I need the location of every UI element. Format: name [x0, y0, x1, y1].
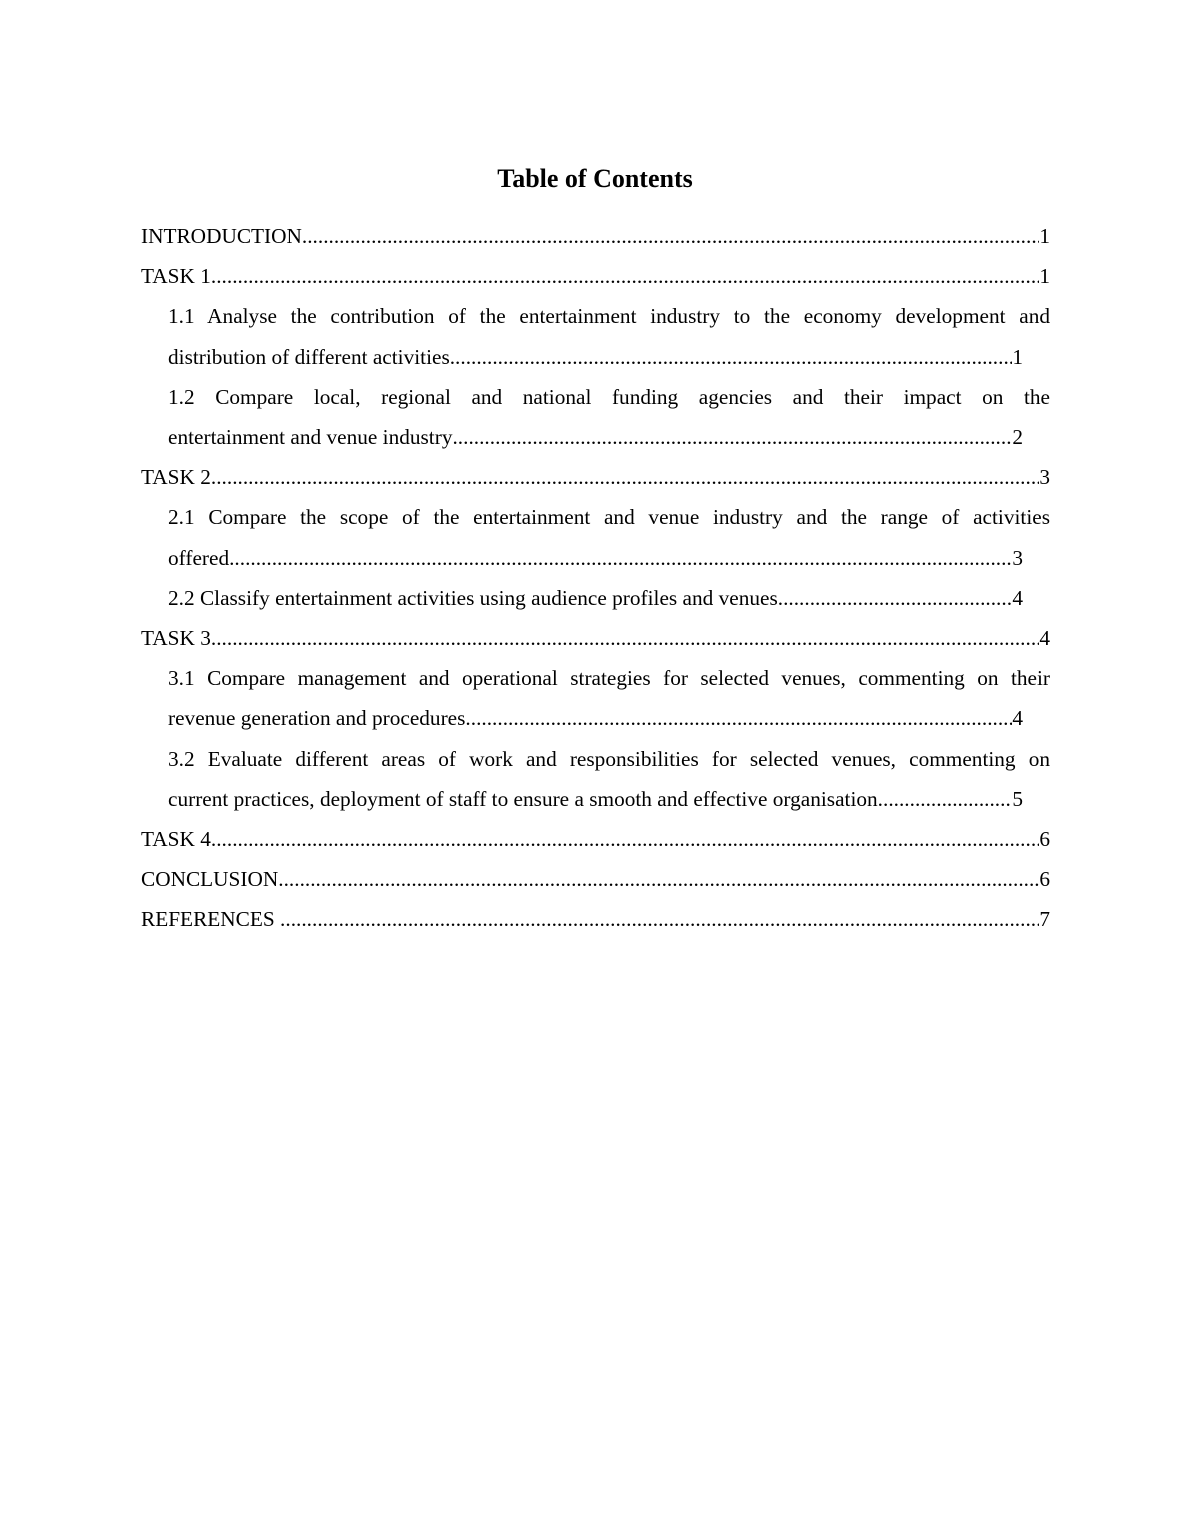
toc-entry-label: revenue generation and procedures	[168, 706, 466, 731]
dot-leader	[280, 899, 1039, 939]
toc-entry-page: 1	[1039, 264, 1050, 289]
dot-leader	[211, 457, 1039, 497]
toc-entry-task-1[interactable]	[141, 256, 1050, 296]
toc-entry-page: 3	[1039, 465, 1050, 490]
toc-entry-page: 6	[1039, 827, 1050, 852]
toc-entry-page: 1	[1039, 224, 1050, 248]
toc-entry-conclusion[interactable]	[141, 859, 1050, 899]
toc-entry-1-1-line-1[interactable]: 1.1 Analyse the contribution of the entertainment industry to the economy development and	[168, 304, 1050, 329]
toc-entry-page: 4	[1012, 706, 1023, 731]
toc-entry-2-1[interactable]	[141, 538, 1050, 578]
toc-entry-2-1-line-1[interactable]: 2.1 Compare the scope of the entertainment and venue industry and the range of activities	[168, 505, 1050, 530]
toc-entry-page: 1	[1012, 344, 1023, 369]
dot-leader	[878, 779, 1013, 819]
toc-entry-page: 4	[1012, 585, 1023, 610]
toc-entry-1-2-line-1[interactable]: 1.2 Compare local, regional and national funding agencies and their impact on the	[168, 384, 1050, 409]
toc-entry-label: TASK 2	[141, 465, 211, 490]
dot-leader	[211, 618, 1039, 658]
toc-entry-2-2[interactable]	[141, 578, 1050, 618]
dot-leader	[450, 337, 1013, 377]
toc-entry-page: 5	[1012, 786, 1023, 811]
dot-leader	[778, 578, 1013, 618]
dot-leader	[302, 216, 1039, 256]
toc-entry-3-1-line-1[interactable]: 3.1 Compare management and operational strategies for selected venues, commenting on their	[168, 666, 1050, 691]
dot-leader	[452, 417, 1012, 457]
toc-entry-3-2-line-1[interactable]: 3.2 Evaluate different areas of work and responsibilities for selected venues, commenting on	[168, 746, 1050, 771]
toc-entry-task-3[interactable]	[141, 618, 1050, 658]
toc-entry-page: 2	[1012, 425, 1023, 450]
toc-entry-task-4[interactable]	[141, 819, 1050, 859]
toc-entry-3-2[interactable]	[141, 779, 1050, 819]
toc-entry-label: offered	[168, 545, 230, 570]
toc-entry-references[interactable]	[141, 899, 1050, 939]
toc-title: Table of Contents	[497, 164, 693, 193]
toc-entry-task-2[interactable]	[141, 457, 1050, 497]
toc-entry-1-2[interactable]	[141, 417, 1050, 457]
dot-leader	[229, 538, 1012, 578]
toc-entry-label: entertainment and venue industry	[168, 425, 453, 450]
toc-entry-page: 6	[1039, 867, 1050, 892]
toc-entry-page: 4	[1039, 626, 1050, 651]
toc-entry-1-1[interactable]	[141, 337, 1050, 377]
toc-entry-label: distribution of different activities	[168, 344, 450, 369]
toc-entry-label: 2.2 Classify entertainment activities using audience profiles and venues	[168, 585, 778, 610]
toc-entry-label: TASK 1	[141, 264, 211, 289]
toc-entry-label: current practices, deployment of staff to ensure a smooth and effective organisation	[168, 786, 878, 811]
toc-entry-label: CONCLUSION	[141, 867, 279, 892]
table-of-contents	[141, 216, 1050, 940]
dot-leader	[465, 698, 1012, 738]
toc-entry-page: 7	[1039, 907, 1050, 932]
toc-entry-label: TASK 4	[141, 827, 211, 852]
dot-leader	[211, 256, 1039, 296]
toc-entry-3-1[interactable]	[141, 698, 1050, 738]
toc-entry-page: 3	[1012, 545, 1023, 570]
toc-entry-label: INTRODUCTION	[141, 224, 302, 248]
toc-entry-introduction[interactable]	[141, 216, 1050, 256]
toc-entry-label: TASK 3	[141, 626, 211, 651]
toc-entry-label: REFERENCES	[141, 907, 281, 932]
dot-leader	[211, 819, 1039, 859]
dot-leader	[278, 859, 1039, 899]
